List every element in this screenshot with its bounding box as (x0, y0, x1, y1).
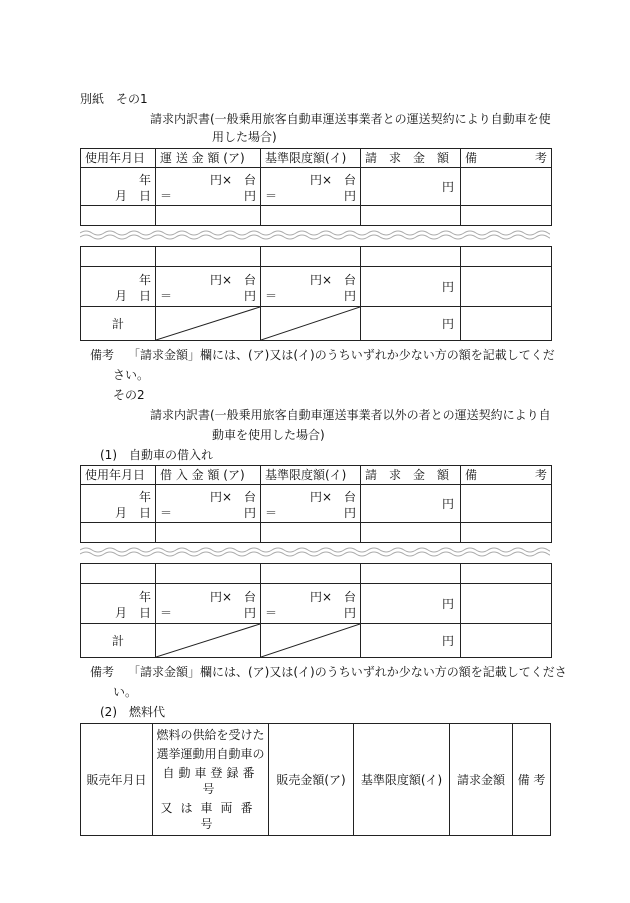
header-remarks: 備 考 (461, 466, 552, 485)
month-day-label: 月 日 (114, 188, 151, 203)
section2-title-line2: 動車を使用した場合) (212, 428, 325, 442)
total-yen: 円 (361, 307, 461, 341)
fuel-header-claim: 請求金額 (450, 724, 513, 836)
yen-label: 円 (243, 188, 256, 203)
fuel-header-limit: 基準限度額(イ) (354, 724, 450, 836)
header-date: 使用年月日 (81, 466, 156, 485)
total-row (81, 624, 552, 658)
section1-table-bottom (80, 246, 552, 341)
year-label: 年 (138, 489, 151, 504)
header-remarks: 備 考 (461, 149, 552, 168)
year-label: 年 (138, 589, 151, 604)
total-label: 計 (81, 624, 156, 658)
equals: ＝ (265, 188, 278, 203)
total-label: 計 (81, 307, 156, 341)
equals: ＝ (160, 288, 173, 303)
header-limit: 基準限度額(イ) (261, 466, 361, 485)
yen-label: 円 (243, 505, 256, 520)
section2-table-top (80, 465, 552, 543)
equals: ＝ (160, 505, 173, 520)
rate-label: 円× 台 (209, 172, 256, 187)
rate-label: 円× 台 (309, 272, 356, 287)
equals: ＝ (160, 188, 173, 203)
section1-label: 別紙 その1 (80, 92, 148, 106)
rate-label: 円× 台 (309, 172, 356, 187)
month-day-label: 月 日 (114, 605, 151, 620)
claim-yen: 円 (361, 485, 461, 523)
header-amount: 借 入 金 額 (ア) (156, 466, 261, 485)
table-break-mark (80, 545, 550, 559)
diagonal-cell (156, 624, 261, 658)
yen-label: 円 (243, 288, 256, 303)
rate-label: 円× 台 (309, 489, 356, 504)
equals: ＝ (160, 605, 173, 620)
month-day-label: 月 日 (114, 288, 151, 303)
fuel-header-date: 販売年月日 (81, 724, 153, 836)
section2-label: その2 (113, 388, 145, 402)
rate-label: 円× 台 (209, 489, 256, 504)
yen-label: 円 (343, 505, 356, 520)
vehicle-line-2: 選挙運動用自動車の (156, 747, 265, 761)
fuel-header-remarks: 備 考 (513, 724, 551, 836)
subheading-fuel: (2) 燃料代 (100, 705, 165, 719)
header-claim: 請 求 金 額 (361, 149, 461, 168)
yen-label: 円 (343, 288, 356, 303)
section2-table-bottom (80, 563, 552, 658)
month-day-label: 月 日 (114, 505, 151, 520)
claim-yen: 円 (361, 267, 461, 307)
equals: ＝ (265, 505, 278, 520)
table-row (81, 485, 552, 523)
vehicle-line-3: 自動車登録番号 (162, 766, 259, 796)
yen-label: 円 (343, 188, 356, 203)
claim-yen: 円 (361, 584, 461, 624)
note-text-line1: 「請求金額」欄には、(ア)又は(イ)のうちいずれか少ない方の額を記載してくださ (128, 665, 567, 679)
total-yen: 円 (361, 624, 461, 658)
table-break-mark (80, 228, 550, 242)
diagonal-cell (156, 307, 261, 341)
fuel-header-vehicle (153, 724, 269, 836)
rate-label: 円× 台 (309, 589, 356, 604)
fuel-header-sales: 販売金額(ア) (269, 724, 354, 836)
note-text-line2: さい。 (113, 368, 150, 382)
section1-title-line2: 用した場合) (212, 130, 277, 144)
section1-title-line1: 請求内訳書(一般乗用旅客自動車運送事業者との運送契約により自動車を使 (150, 112, 551, 126)
fuel-table (80, 723, 551, 836)
year-label: 年 (138, 272, 151, 287)
yen-label: 円 (243, 605, 256, 620)
claim-yen: 円 (361, 168, 461, 206)
equals: ＝ (265, 605, 278, 620)
table-row (81, 584, 552, 624)
note-label: 備考 (90, 665, 115, 679)
note-label: 備考 (90, 348, 115, 362)
header-date: 使用年月日 (81, 149, 156, 168)
year-label: 年 (138, 172, 151, 187)
header-limit: 基準限度額(イ) (261, 149, 361, 168)
equals: ＝ (265, 288, 278, 303)
note-text-line1: 「請求金額」欄には、(ア)又は(イ)のうちいずれか少ない方の額を記載してくだ (128, 348, 555, 362)
diagonal-cell (261, 624, 361, 658)
header-claim: 請 求 金 額 (361, 466, 461, 485)
table-row (81, 267, 552, 307)
rate-label: 円× 台 (209, 272, 256, 287)
header-amount: 運 送 金 額 (ア) (156, 149, 261, 168)
total-row (81, 307, 552, 341)
table-row (81, 168, 552, 206)
yen-label: 円 (343, 605, 356, 620)
section1-table-top (80, 148, 552, 226)
section2-title-line1: 請求内訳書(一般乗用旅客自動車運送事業者以外の者との運送契約により自 (150, 408, 551, 422)
subheading-car-rental: (1) 自動車の借入れ (100, 448, 213, 462)
diagonal-cell (261, 307, 361, 341)
note-text-line2: い。 (113, 685, 138, 699)
rate-label: 円× 台 (209, 589, 256, 604)
vehicle-line-1: 燃料の供給を受けた (156, 728, 265, 742)
vehicle-line-4: 又は車両番号 (160, 801, 261, 831)
